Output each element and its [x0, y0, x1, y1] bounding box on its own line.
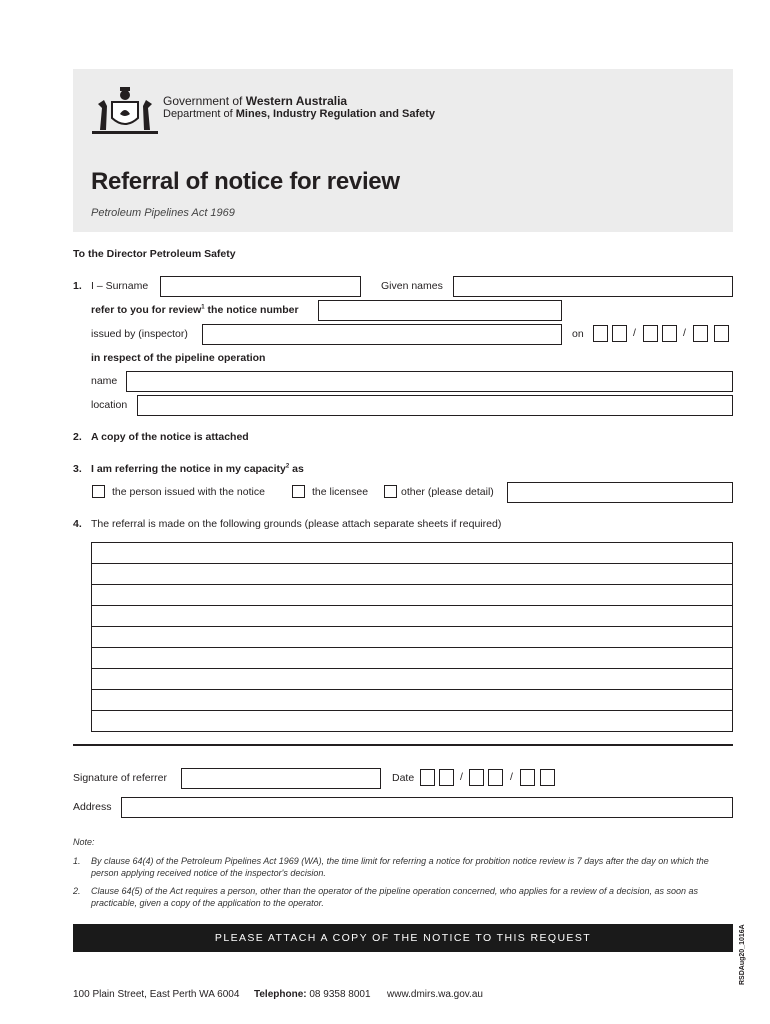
pipeline-operation-label: in respect of the pipeline operation: [91, 352, 266, 364]
issue-date-month-2[interactable]: [662, 325, 677, 342]
section-divider: [73, 744, 733, 746]
signature-field[interactable]: [181, 768, 381, 789]
note-2-text: Clause 64(5) of the Act requires a person, other than the operator of the pipeline operation concerned, who applies for a review of a decision, as soon as practicable, given a copy of the application to the operator.: [91, 886, 699, 908]
section-1-number: 1.: [73, 280, 82, 292]
grounds-line[interactable]: [91, 690, 733, 711]
note-1-number: 1.: [73, 856, 81, 866]
grounds-line[interactable]: [91, 627, 733, 648]
page-title: Referral of notice for review: [91, 168, 400, 195]
date-separator: /: [460, 771, 463, 783]
capacity-other-checkbox[interactable]: [384, 485, 397, 498]
section-3-number: 3.: [73, 463, 82, 475]
sign-date-month-1[interactable]: [469, 769, 484, 786]
note-2-number: 2.: [73, 886, 81, 896]
issue-date-year-2[interactable]: [714, 325, 729, 342]
pipeline-name-field[interactable]: [126, 371, 733, 392]
section-4-text: The referral is made on the following grounds (please attach separate sheets if required): [91, 518, 502, 530]
issue-date-day-2[interactable]: [612, 325, 627, 342]
capacity-licensee-checkbox[interactable]: [292, 485, 305, 498]
department-name: Department of Mines, Industry Regulation and Safety: [163, 108, 436, 120]
grounds-line[interactable]: [91, 648, 733, 669]
address-label: Address: [73, 801, 112, 813]
grounds-line[interactable]: [91, 669, 733, 690]
given-names-field[interactable]: [453, 276, 733, 297]
on-label: on: [572, 328, 584, 340]
grounds-line[interactable]: [91, 606, 733, 627]
grounds-line[interactable]: [91, 564, 733, 585]
note-1-text: By clause 64(4) of the Petroleum Pipelines Act 1969 (WA), the time limit for referring a notice for probition notice review is 7 days after the day on which the person applying received notice of the inspector's decision.: [91, 856, 709, 878]
grounds-line[interactable]: [91, 542, 733, 564]
footer-website[interactable]: www.dmirs.wa.gov.au: [387, 989, 483, 1000]
grounds-line[interactable]: [91, 711, 733, 732]
given-names-label: Given names: [381, 280, 443, 292]
refer-label: refer to you for review$^1$ the notice number: [91, 304, 299, 316]
notice-number-field[interactable]: [318, 300, 562, 321]
sign-date-month-2[interactable]: [488, 769, 503, 786]
address-field[interactable]: [121, 797, 733, 818]
page-subtitle: Petroleum Pipelines Act 1969: [91, 207, 235, 219]
sign-date-year-1[interactable]: [520, 769, 535, 786]
pipeline-name-label: name: [91, 375, 118, 387]
footer-address: 100 Plain Street, East Perth WA 6004: [73, 989, 240, 1000]
footer-telephone: Telephone: 08 9358 8001: [254, 989, 371, 1000]
section-2-number: 2.: [73, 431, 82, 443]
date-separator: /: [510, 771, 513, 783]
capacity-licensee-label: the licensee: [312, 486, 369, 498]
pipeline-location-field[interactable]: [137, 395, 733, 416]
issue-date-day-1[interactable]: [593, 325, 608, 342]
issue-date-month-1[interactable]: [643, 325, 658, 342]
wa-coat-of-arms-icon: [90, 84, 160, 136]
notes-heading: Note:: [73, 837, 95, 847]
sign-date-day-2[interactable]: [439, 769, 454, 786]
issued-by-label: issued by (inspector): [91, 328, 188, 340]
sign-date-year-2[interactable]: [540, 769, 555, 786]
pipeline-location-label: location: [91, 399, 128, 411]
date-separator: /: [633, 327, 636, 339]
section-2-text: A copy of the notice is attached: [91, 431, 249, 443]
capacity-person-checkbox[interactable]: [92, 485, 105, 498]
capacity-other-label: other (please detail): [401, 486, 494, 498]
capacity-person-label: the person issued with the notice: [112, 486, 265, 498]
surname-label: I – Surname: [91, 280, 149, 292]
capacity-other-field[interactable]: [507, 482, 733, 503]
addressee: To the Director Petroleum Safety: [73, 248, 236, 260]
sign-date-day-1[interactable]: [420, 769, 435, 786]
issue-date-year-1[interactable]: [693, 325, 708, 342]
form-code: RSDAug20_1016A: [739, 924, 746, 985]
signature-label: Signature of referrer: [73, 772, 167, 784]
attach-notice-banner: PLEASE ATTACH A COPY OF THE NOTICE TO THIS REQUEST: [73, 924, 733, 952]
surname-field[interactable]: [160, 276, 361, 297]
grounds-line[interactable]: [91, 585, 733, 606]
section-4-number: 4.: [73, 518, 82, 530]
date-separator: /: [683, 327, 686, 339]
date-label: Date: [392, 772, 415, 784]
section-3-text: I am referring the notice in my capacity$^2$ as: [91, 463, 304, 475]
government-name: Government of Western Australia: [163, 94, 348, 108]
inspector-field[interactable]: [202, 324, 562, 345]
